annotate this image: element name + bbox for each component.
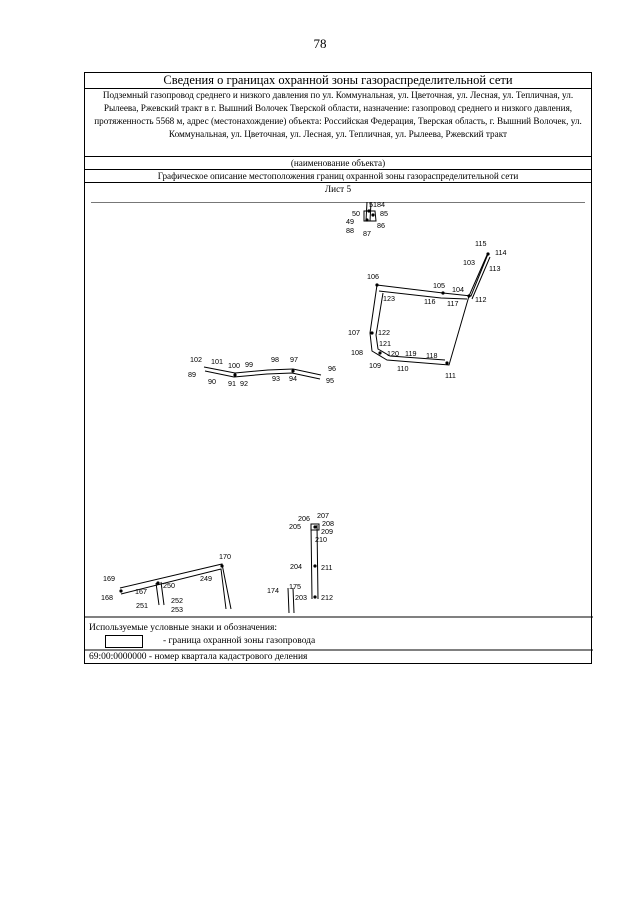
point-label: 88 [346,226,354,235]
point-label: 170 [219,552,231,561]
point-label: 92 [240,379,248,388]
point-label: 107 [348,328,360,337]
point-label: 114 [495,248,507,257]
object-description: Подземный газопровод среднего и низкого давления по ул. Коммунальная, ул. Цветочная, ул. Лесная, ул. Тепличная, ул. Рылеева, Ржевский тракт в г. Вышний Волочек Тверской области, назначение: газопровод среднего и низкого давления, протяженность 5568 м, адрес (местонахождение) объекта: Российская Федерация, Тверская область, г. Вышний Волочек, ул. Коммунальная, ул. Цветочная, ул. Лесная, ул. Тепличная, ул. Рылеева, Ржевский тракт [94,90,582,139]
point-label: 86 [377,221,385,230]
point-label: 212 [321,593,333,602]
point-label: 106 [367,272,379,281]
point-label: 205 [289,522,301,531]
cadastral-legend [89,651,307,663]
point-label: 101 [211,357,223,366]
point-label: 121 [379,339,391,348]
point-label: 108 [351,348,363,357]
point-label: 96 [328,364,336,373]
point-label: 115 [475,239,487,248]
point-label: 174 [267,586,279,595]
point-label: 118 [426,351,438,360]
point-label: 51 [369,200,377,209]
object-name-caption: (наименование объекта) [290,158,386,168]
point-label: 206 [298,514,310,523]
sheet-title: Сведения о границах охранной зоны газораспределительной сети [85,73,591,89]
point-label: 210 [315,535,327,544]
boundary-legend-symbol [105,635,143,648]
point-label: 104 [452,285,464,294]
point-label: 123 [383,294,395,303]
point-label: 95 [326,376,334,385]
point-label: 209 [321,527,333,536]
point-label: 98 [271,355,279,364]
vertex-markers [119,209,489,598]
boundary-info-sheet [84,72,592,664]
graphic-description-title: Графическое описание местоположения границ охранной зоны газораспределительной сети [157,171,519,181]
point-label: 167 [135,587,147,596]
point-label: 89 [188,370,196,379]
point-label: 49 [346,217,354,226]
point-label: 111 [445,371,456,380]
point-label: 250 [163,581,175,590]
pipeline-map [85,73,593,665]
point-label: 50 [352,209,360,218]
boundary-legend-label: - граница охранной зоны газопровода [163,636,316,646]
point-label: 84 [377,200,385,209]
point-label: 249 [200,574,212,583]
point-label: 253 [171,605,183,614]
point-label: 94 [289,374,297,383]
point-label: 103 [463,258,475,267]
point-label: 97 [290,355,298,364]
point-label: 113 [489,264,501,273]
point-label: 105 [433,281,445,290]
sheet-number: Лист 5 [324,184,352,194]
point-label: 252 [171,596,183,605]
point-label: 168 [101,593,113,602]
point-label: 208 [322,519,334,528]
point-label: 211 [321,563,333,572]
legend-title: Используемые условные знаки и обозначения: [89,623,278,633]
point-label: 85 [380,209,388,218]
cadastral-label: - номер квартала кадастрового деления [148,652,308,662]
point-label: 117 [447,299,459,308]
point-label: 91 [228,379,236,388]
page-number: 78 [313,36,327,51]
point-label: 116 [424,297,436,306]
point-label: 109 [369,361,381,370]
point-labels [101,200,506,614]
point-label: 99 [245,360,253,369]
point-label: 110 [397,364,409,373]
point-label: 100 [228,361,240,370]
boundary-line [204,367,321,379]
point-label: 120 [387,349,399,358]
point-label: 102 [190,355,202,364]
point-label: 119 [405,349,417,358]
cadastral-code: 69:00:0000000 [89,652,147,662]
point-label: 122 [378,328,390,337]
point-label: 90 [208,377,216,386]
point-label: 175 [289,582,301,591]
point-label: 169 [103,574,115,583]
point-label: 112 [475,295,487,304]
point-label: 87 [363,229,371,238]
point-label: 251 [136,601,148,610]
point-label: 203 [295,593,307,602]
point-label: 93 [272,374,280,383]
point-label: 204 [290,562,302,571]
point-label: 207 [317,511,329,520]
